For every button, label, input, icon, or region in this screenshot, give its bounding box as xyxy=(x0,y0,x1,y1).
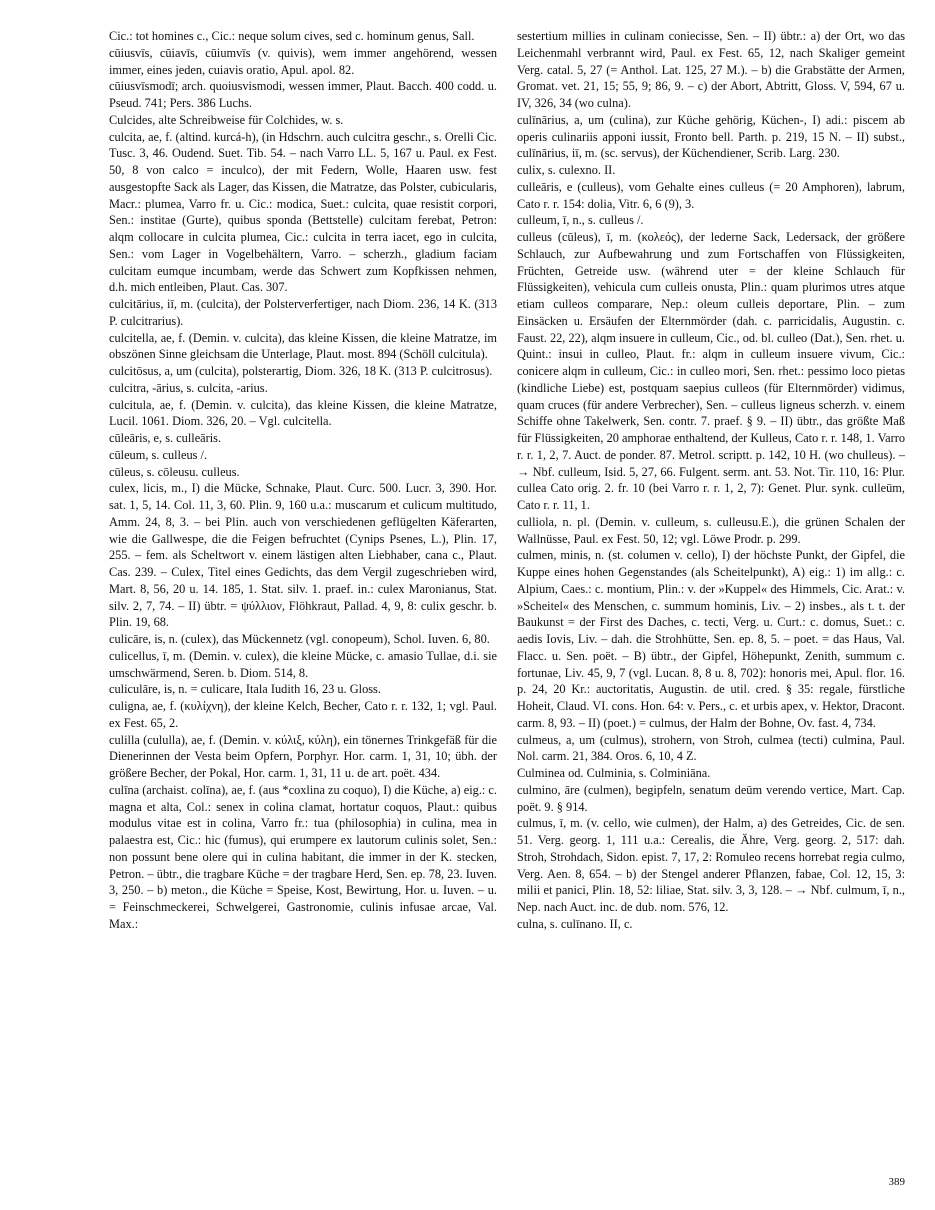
dictionary-entry: culmen, minis, n. (st. columen v. cello), I) der höchste Punkt, der Gipfel, die Kuppe eines hohen Gegenstandes (als Scheitelpunkt), A) eig.: 1) im allg.: c. Alpium, Caes.: c. montium, Plin.: v. der »Kuppel« des Himmels, Cic. Arat.: v. »Scheitel« des Menschen, c. summum hominis, Liv. – 2) insbes., als t. t. der Baukunst = der First des Daches, c. tecti, Verg. u. Curt.: c. domus, Suet.: c. aedis Iovis, Liv. – dah. die Strohhütte, Sen. ep. 8, 5. – poet. = das Haus, Val. Flacc. u. Sen. poët. – B) übtr., der Gipfel, Höhepunkt, Zenith, summum c. fortunae, Liv. 45, 9, 7 (vgl. Lucan. 8, 8 u. 8, 702): honoris mei, Apul. flor. 16. p. 24, 20 Kr.: auctoritatis, Augustin. de util. cred. § 35: regale, fürstliche Hoheit, Claud. VI. cons. Hon. 64: v. Pers., c. et urbis apex, v. Hektor, Dracont. carm. 8, 93. – II) (poet.) = culmus, der Halm der Bohne, Ov. fast. 4, 734. xyxy=(517,548,905,730)
dictionary-entry: culīnārius, a, um (culina), zur Küche gehörig, Küchen-, I) adi.: piscem ab operis culinariis apponi iussit, Fronto bell. Parth. p. 219, 15 N. – II) subst., culīnārius, iī, m. (sc. servus), der Küchendiener, Scrib. Larg. 230. xyxy=(517,112,905,161)
dictionary-entry: culiculāre, is, n. = culicare, Itala Iudith 16, 23 u. Gloss. xyxy=(109,682,381,697)
dictionary-entry: Cic.: tot homines c., Cic.: neque solum cives, sed c. hominum genus, Sall. xyxy=(109,29,475,43)
dictionary-entry: culleum, ī, n., s. culleus /. xyxy=(517,213,644,228)
dictionary-entry: culcitra, -ārius, s. culcita, -arius. xyxy=(109,380,268,395)
dictionary-entry: cūleum, s. culleus /. xyxy=(109,447,208,462)
dictionary-entry: culigna, ae, f. (κυλίχνη), der kleine Kelch, Becher, Cato r. r. 132, 1; vgl. Paul. ex Fest. 65, 2. xyxy=(109,699,497,730)
dictionary-entry: culilla (cululla), ae, f. (Demin. v. κύλιξ, κύλη), ein tönernes Trinkgefäß für die Dienerinnen der Vesta beim Opfern, Porphyr. Hor. carm. 1, 31, 10; übh. der größere Becher, der Pokal, Hor. carm. 1, 31, 11 u. de art. poët. 434. xyxy=(109,732,497,780)
dictionary-entry: culcitōsus, a, um (culcita), polsterartig, Diom. 326, 18 K. (313 P. culcitrosus). xyxy=(109,364,493,378)
dictionary-entry: culix, s. culexno. II. xyxy=(517,163,616,177)
right-column xyxy=(517,28,905,933)
dictionary-entry: culleāris, e (culleus), vom Gehalte eines culleus (= 20 Amphoren), labrum, Cato r. r. 154: dolia, Vitr. 6, 6 (9), 3. xyxy=(517,179,905,211)
dictionary-entry: culmus, ī, m. (v. cello, wie culmen), der Halm, a) des Getreides, Cic. de sen. 51. Verg. georg. 1, 111 u.a.: Cerealis, die Ähre, Verg. georg. 2, 517: dah. Stroh, Strohdach, Sidon. epist. 7, 17, 2: Romuleo recens horrebat regia culmo, Verg. Aen. 8, 654. – b) der Stengel anderer Pflanzen, fabae, Col. 12, 15, 3: milii et panici, Plin. 18, 52: liliae, Stat. silv. 3, 3, 128. – → Nbf. culmum, ī, n., Nep. nach Auct. inc. de dub. nom. 576, 12. xyxy=(517,816,905,914)
dictionary-entry: culmeus, a, um (culmus), strohern, von Stroh, culmea (tecti) culmina, Paul. Nol. carm. 21, 384. Oros. 6, 10, 4 Z. xyxy=(517,732,905,764)
dictionary-entry: culleus (cūleus), ī, m. (κολεός), der lederne Sack, Ledersack, der größere Schlauch, zur Aufbewahrung und zum Fortschaffen von Flüssigkeiten, Früchten, Getreide usw. (während uter = der kleine Schlauch für Flüssigkeiten), vehicula cum culleis onusta, Plin.: quam plurimos utres atque etiam culleos comparare, Nep.: oleum culleis deportare, Plin. – zum Einsäcken u. Ersäufen der Elternmörder (dah. c. parricidalis, Augustin. c. Faust. 22, 22), alqm insuere in culleum, Cic., od. bl. culleo (Dat.), Sen. rhet. u. Quint.: insui in culleo, Plaut. fr.: alqm in culleum insuere vivum, Cic.: conicere alqm in culleum, Cic.: in culleo mori, Sen. rhet.: pessimo loco pietas (kindliche Liebe) est, postquam saepius culleos (für Elternmörder) vidimus, quam cruces (für andere Verbrecher), Sen. – culleus ligneus scherzh. v. einem Schiffe ohne Takelwerk, Sen. contr. 7. praef. § 9. – II) übtr., das größte Maß für Flüssigkeiten, 20 amphorae enthaltend, der Kulleus, Cato r. r. 148, 1. Varro r. r. 1, 2, 7. Auct. de ponder. 87. Metrol. scriptt. p. 142, 10 H. (wo chulleus). – → Nbf. culleum, Isid. 5, 27, 66. Fulgent. serm. ant. 53. Not. Tir. 110, 16: Plur. cullea Cato orig. 2. fr. 10 (bei Varro r. r. 1, 2, 7): Genet. Plur. synk. culleūm, Cato r. r. 11, 1. xyxy=(517,230,905,512)
dictionary-entry: culmino, āre (culmen), begipfeln, senatum deūm verendo vertice, Mart. Cap. poët. 9. § 914. xyxy=(517,782,905,814)
dictionary-entry: cūiusvīs, cūiavīs, cūiumvīs (v. quivis), wem immer angehörend, wessen immer, eines jeden, cuiavis oratio, Apul. apol. 82. xyxy=(109,45,497,77)
dictionary-entry: cūleāris, e, s. culleāris. xyxy=(109,431,222,445)
dictionary-entry: culicellus, ī, m. (Demin. v. culex), die kleine Mücke, c. amasio Tullae, d.i. sie umschwärmend, Seren. b. Diom. 514, 8. xyxy=(109,648,497,680)
dictionary-entry: Culminea od. Culminia, s. Colminiāna. xyxy=(517,766,711,780)
dictionary-entry: cūleus, s. cōleusu. culleus. xyxy=(109,464,240,479)
page-number: 389 xyxy=(888,1176,905,1188)
dictionary-entry: culcitārius, iī, m. (culcita), der Polsterverfertiger, nach Diom. 236, 14 K. (313 P. culcitrarius). xyxy=(109,297,497,328)
dictionary-entry: culicāre, is, n. (culex), das Mückennetz (vgl. conopeum), Schol. Iuven. 6, 80. xyxy=(109,632,490,646)
dictionary-entry: culcitula, ae, f. (Demin. v. culcita), das kleine Kissen, die kleine Matratze, Lucil. 1061. Diom. 326, 20. – Vgl. culcitella. xyxy=(109,397,497,429)
dictionary-entry: Culcides, alte Schreibweise für Colchides, w. s. xyxy=(109,112,344,127)
left-column xyxy=(109,28,497,933)
dictionary-entry: culīna (archaist. colīna), ae, f. (aus *coxlina zu coquo), I) die Küche, a) eig.: c. magna et alta, Col.: senex in colina clamat, hortatur coquos, Plaut.: quibus modulus vitae est in colina, Varro fr.: tua (philosophia) in culina, mea in palaestra est, Cic.: hic (fumus), qui erumpere ex lautorum culinis solet, Sen.: non possunt bene olere qui in culina habitant, die immer in der K. stecken, Petron. – übtr., die tragbare Küche = der tragbare Herd, Sen. ep. 78, 23. Iuven. 3, 250. – b) meton., die Küche = Speise, Kost, Bewirtung, Hor. u. Iuven. – u. = Feinschmeckerei, Schwelgerei, Gastronomie, culinis infusae arcae, Val. Max.: xyxy=(109,782,497,931)
dictionary-entry: culcita, ae, f. (altind. kurcá-h), (in Hdschrn. auch culcitra geschr., s. Orelli Cic. Tusc. 3, 46. Oudend. Suet. Tib. 54. – nach Varro LL. 5, 167 u. Paul. ex Fest. 50, 8 von calco = inculco), der mit Federn, Wolle, Haaren usw. fest ausgestopfte Sack als Lager, das Kissen, die Matratze, das Polster, cubicularis, Macr.: plumea, Varro fr. u. Cic.: modica, Suet.: culcita, quae resistit corpori, Sen.: institae (Gurte), quibus sponda (Bettstelle) culcitam ferebat, Petron: alqm collocare in culcita plumea, Cic.: culcita in terra iacet, ego in culcita, Sen.: vom Lager in Vogelbehältern, Varro. – scherzh., gladium faciam culcitam eumque incumbam, werde das Schwert zum Kopfkissen nehmen, d.h. mich entleiben, Plaut. Cas. 307. xyxy=(109,129,497,295)
dictionary-entry: culcitella, ae, f. (Demin. v. culcita), das kleine Kissen, die kleine Matratze, im obszönen Sinne gleichsam die Unterlage, Plaut. most. 894 (Schöll culcitula). xyxy=(109,330,497,362)
dictionary-entry: culna, s. culīnano. II, c. xyxy=(517,916,633,931)
dictionary-entry: culex, licis, m., I) die Mücke, Schnake, Plaut. Curc. 500. Lucr. 3, 390. Hor. sat. 1, 5, 14. Col. 11, 3, 60. Plin. 9, 160 u.a.: muscarum et culicum multitudo, Amm. 24, 8, 3. – bei Plin. auch von verschiedenen geflügelten Käferarten, wie die Gallwespe, die die Feigen befruchtet (Cynips Psenes, L.), Plin. 17, 255. – fem. als Scheltwort v. einem lästigen alten Liebhaber, cana c., Plaut. Cas. 239. – Culex, Titel eines Gedichts, das dem Vergil zugeschrieben wird, Mart. 8, 56, 20 u. 14. 185, 1. Stat. silv. 1. praef. in.: culex Maronianus, Stat. silv. 2, 7, 74. – II) übtr. = ψύλλιον, Flöhkraut, Pallad. 4, 9, 8: culix geschr. b. Plin. 19, 68. xyxy=(109,481,497,630)
dictionary-entry: cūiusvīsmodī; arch. quoiusvismodi, wessen immer, Plaut. Bacch. 400 codd. u. Pseud. 741; Pers. 386 Luchs. xyxy=(109,79,497,110)
dictionary-entry: culliola, n. pl. (Demin. v. culleum, s. culleusu.E.), die grünen Schalen der Wallnüsse, Paul. ex Fest. 50, 12; vgl. Löwe Prodr. p. 299. xyxy=(517,514,905,546)
dictionary-entry: sestertium millies in culinam coniecisse, Sen. – II) übtr.: a) der Ort, wo das Leichenmahl verbrannt wird, Paul. ex Fest. 65, 12, nach Skaliger gemeint Verg. catal. 5, 27 (= Anthol. Lat. 125, 27 M.). – b) die Grabstätte der Armen, Gromat. vet. 21, 15; 55, 9; 86, 9. – c) der Abort, Abtritt, Gloss. V, 594, 67 u. IV, 326, 34 (wo culna). xyxy=(517,29,905,110)
